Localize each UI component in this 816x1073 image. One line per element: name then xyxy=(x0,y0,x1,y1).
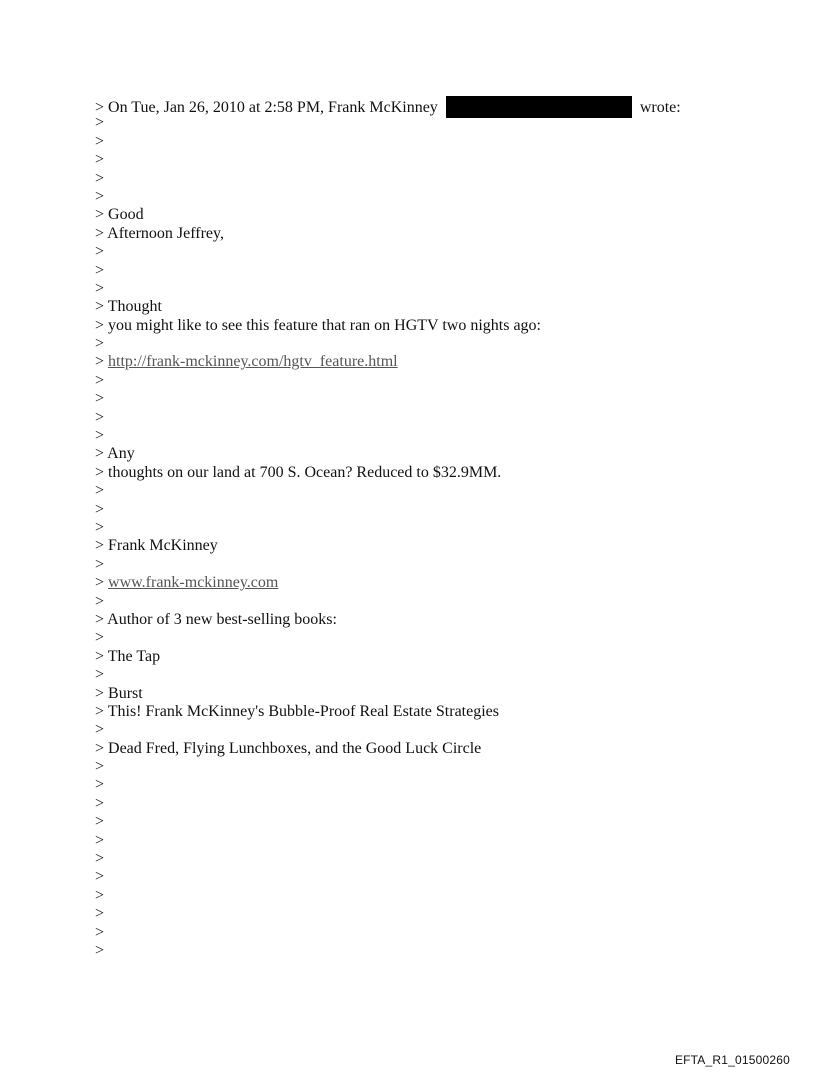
quote-marker: > xyxy=(95,721,105,739)
quote-marker: > xyxy=(95,629,105,647)
author-line: > Author of 3 new best-selling books: xyxy=(95,610,337,628)
quote-marker: > xyxy=(95,794,105,812)
any-line-1: > Any xyxy=(95,445,135,463)
quote-marker: > xyxy=(95,868,105,886)
quote-marker: > xyxy=(95,813,105,831)
website-link[interactable]: www.frank-mckinney.com xyxy=(108,574,279,592)
quote-marker: > xyxy=(95,132,105,150)
quote-marker: > xyxy=(95,518,105,536)
quote-marker: > xyxy=(95,335,105,353)
quote-marker: > xyxy=(95,169,105,187)
book-title-2a: > Burst xyxy=(95,684,143,702)
quote-marker: > xyxy=(95,371,105,389)
quote-prefix: > xyxy=(95,574,109,592)
quote-marker: > xyxy=(95,758,105,776)
quote-marker: > xyxy=(95,666,105,684)
header-suffix: wrote: xyxy=(635,99,681,116)
thought-line-1: > Thought xyxy=(95,298,162,316)
quote-marker: > xyxy=(95,243,105,261)
signature-name: > Frank McKinney xyxy=(95,537,218,555)
book-title-2b: > This! Frank McKinney's Bubble-Proof Real Estate Strategies xyxy=(95,702,499,720)
quote-marker: > xyxy=(95,279,105,297)
quote-marker: > xyxy=(95,114,105,132)
greeting-line-1: > Good xyxy=(95,206,144,224)
thought-line-2: > you might like to see this feature that ran on HGTV two nights ago: xyxy=(95,316,541,334)
email-body xyxy=(95,96,735,960)
hgtv-feature-link[interactable]: http://frank-mckinney.com/hgtv_feature.html xyxy=(108,353,398,371)
quote-marker: > xyxy=(95,151,105,169)
feature-link-line xyxy=(95,353,735,371)
quote-marker: > xyxy=(95,850,105,868)
quote-marker: > xyxy=(95,500,105,518)
quote-prefix: > xyxy=(95,353,109,371)
quote-marker: > xyxy=(95,831,105,849)
email-header-line xyxy=(95,96,735,114)
quote-marker: > xyxy=(95,776,105,794)
greeting-line-2: > Afternoon Jeffrey, xyxy=(95,224,224,242)
website-link-line xyxy=(95,574,735,592)
any-line-2: > thoughts on our land at 700 S. Ocean? Reduced to $32.9MM. xyxy=(95,463,502,481)
quote-marker: > xyxy=(95,390,105,408)
book-title-1: > The Tap xyxy=(95,647,161,665)
quote-marker: > xyxy=(95,427,105,445)
header-prefix: > On Tue, Jan 26, 2010 at 2:58 PM, Frank McKinney xyxy=(95,99,442,116)
quote-marker: > xyxy=(95,187,105,205)
document-id-footer: EFTA_R1_01500260 xyxy=(674,1053,790,1067)
quote-marker: > xyxy=(95,408,105,426)
quote-marker: > xyxy=(95,261,105,279)
quote-marker: > xyxy=(95,555,105,573)
quote-marker: > xyxy=(95,941,105,959)
quote-marker: > xyxy=(95,886,105,904)
quote-marker: > xyxy=(95,482,105,500)
quote-marker: > xyxy=(95,592,105,610)
redacted-email-address xyxy=(446,96,632,118)
quote-marker: > xyxy=(95,905,105,923)
quote-marker: > xyxy=(95,923,105,941)
book-title-3: > Dead Fred, Flying Lunchboxes, and the Good Luck Circle xyxy=(95,739,482,757)
